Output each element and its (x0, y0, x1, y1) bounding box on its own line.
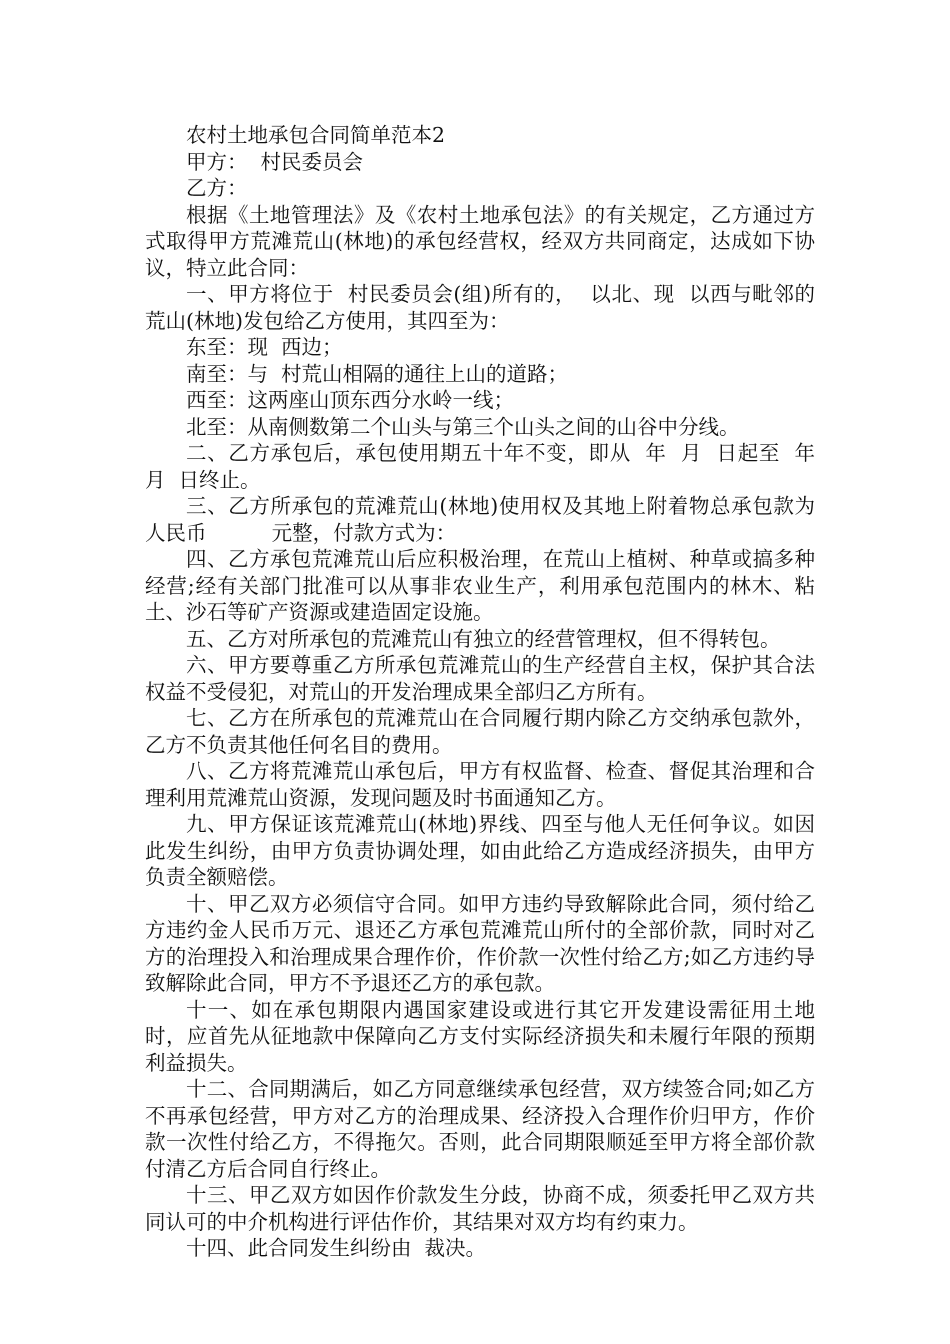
contract-paragraph: 十四、此合同发生纠纷由 裁决。 (186, 1236, 487, 1260)
contract-paragraph: 八、乙方将荒滩荒山承包后，甲方有权监督、检查、督促其治理和合理利用荒滩荒山资源，发现问题及时书面通知乙方。 (145, 759, 815, 810)
document-title: 农村土地承包合同简单范本2 (186, 123, 446, 147)
document-page (145, 122, 829, 1262)
contract-body (145, 202, 829, 1262)
contract-paragraph: 北至：从南侧数第二个山头与第三个山头之间的山谷中分线。 (186, 414, 740, 439)
contract-paragraph: 东至：现 西边； (186, 335, 343, 359)
contract-paragraph: 四、乙方承包荒滩荒山后应积极治理，在荒山上植树、种草或搞多种经营;经有关部门批准可以从事非农业生产，利用承包范围内的林木、粘土、沙石等矿产资源或建造固定设施。 (145, 547, 815, 624)
contract-paragraph: 七、乙方在所承包的荒滩荒山在合同履行期内除乙方交纳承包款外，乙方不负责其他任何名目的费用。 (145, 706, 815, 757)
contract-paragraph: 三、乙方所承包的荒滩荒山(林地)使用权及其地上附着物总承包款为人民币 元整，付款方式为： (145, 494, 815, 545)
contract-paragraph: 六、甲方要尊重乙方所承包荒滩荒山的生产经营自主权，保护其合法权益不受侵犯，对荒山的开发治理成果全部归乙方所有。 (145, 653, 815, 704)
contract-paragraph: 十二、合同期满后，如乙方同意继续承包经营，双方续签合同;如乙方不再承包经营，甲方对乙方的治理成果、经济投入合理作价归甲方，作价款一次性付给乙方，不得拖欠。否则，此合同期限顺延至甲方将全部价款付清乙方后合同自行终止。 (145, 1077, 815, 1181)
contract-paragraph: 西至：这两座山顶东西分水岭一线； (186, 388, 514, 412)
contract-paragraph: 根据《土地管理法》及《农村土地承包法》的有关规定，乙方通过方式取得甲方荒滩荒山(林地)的承包经营权，经双方共同商定，达成如下协议，特立此合同： (145, 202, 815, 280)
contract-paragraph: 十一、如在承包期限内遇国家建设或进行其它开发建设需征用土地时，应首先从征地款中保障向乙方支付实际经济损失和未履行年限的预期利益损失。 (145, 997, 815, 1075)
contract-paragraph: 南至：与 村荒山相隔的通往上山的道路； (186, 361, 569, 386)
contract-paragraph: 一、甲方将位于 村民委员会(组)所有的， 以北、现 以西与毗邻的荒山(林地)发包给乙方使用，其四至为： (145, 282, 815, 333)
contract-paragraph: 二、乙方承包后，承包使用期五十年不变，即从 年 月 日起至 年 月 日终止。 (145, 441, 829, 492)
party-b-line: 乙方： (186, 176, 248, 200)
contract-paragraph: 十、甲乙双方必须信守合同。如甲方违约导致解除此合同，须付给乙方违约金人民币万元、退还乙方承包荒滩荒山所付的全部价款，同时对乙方的治理投入和治理成果合理作价，作价款一次性付给乙方;如乙方违约导致解除此合同，甲方不予退还乙方的承包款。 (145, 891, 815, 995)
contract-paragraph: 九、甲方保证该荒滩荒山(林地)界线、四至与他人无任何争议。如因此发生纠纷，由甲方负责协调处理，如由此给乙方造成经济损失，由甲方负责全额赔偿。 (145, 812, 815, 889)
contract-paragraph: 五、乙方对所承包的荒滩荒山有独立的经营管理权，但不得转包。 (186, 626, 781, 651)
party-a-line: 甲方： 村民委员会 (186, 149, 364, 174)
contract-paragraph: 十三、甲乙双方如因作价款发生分歧，协商不成，须委托甲乙双方共同认可的中介机构进行评估作价，其结果对双方均有约束力。 (145, 1183, 815, 1234)
